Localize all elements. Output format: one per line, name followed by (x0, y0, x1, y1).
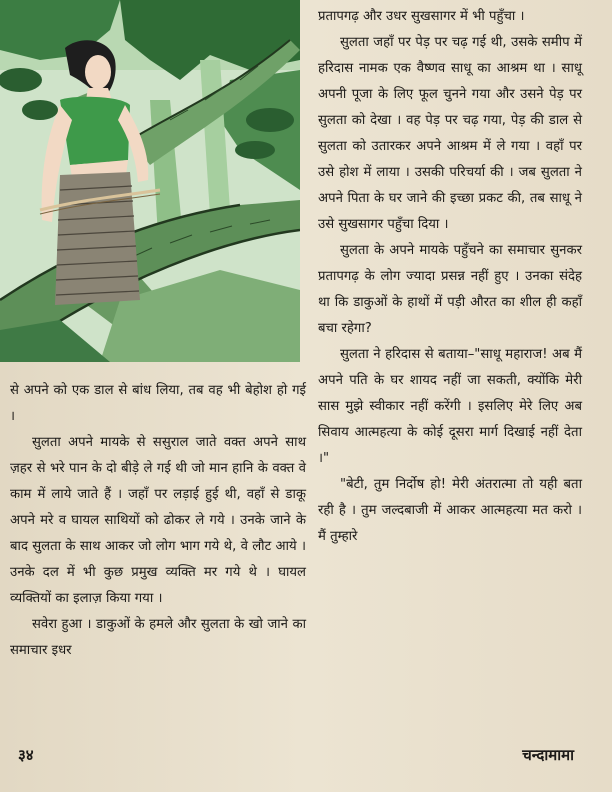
left-paragraph-3: सवेरा हुआ । डाकुओं के हमले और सुलता के खो जाने का समाचार इधर (10, 617, 306, 658)
right-paragraph-3: सुलता के अपने मायके पहुँचने का समाचार सुनकर प्रतापगढ़ के लोग ज्यादा प्रसन्न नहीं हुए । उनका संदेह था कि डाकुओं के हाथों में पड़ी औरत का शील ही कहाँ बचा रहेगा? (318, 243, 582, 336)
left-paragraph-1: से अपने को एक डाल से बांध लिया, तब वह भी बेहोश हो गई । (10, 383, 306, 424)
magazine-name: चन्दामामा (522, 746, 574, 764)
right-paragraph-5: "बेटी, तुम निर्दोष हो! मेरी अंतरात्मा तो यही बता रही है । तुम जल्दबाजी में आकर आत्महत्या मत करो । मैं तुम्हारे (318, 477, 582, 544)
left-paragraph-2: सुलता अपने मायके से ससुराल जाते वक्त अपने साथ ज़हर से भरे पान के दो बीड़े ले गई थी जो मान हानि के वक्त वे काम में लाये जाते हैं । जहाँ पर लड़ाई हुई थी, वहाँ से डाकू अपने मरे व घायल साथियों को ढोकर ले गये । उनके जाने के बाद सुलता के साथ आकर जो लोग भाग गये थे, वे लौट आये । उनके दल में भी कुछ प्रमुख व्यक्ति मर गये थे । घायल व्यक्तियों का इलाज़ किया गया । (10, 435, 306, 606)
right-paragraph-2: सुलता जहाँ पर पेड़ पर चढ़ गई थी, उसके समीप में हरिदास नामक एक वैष्णव साधू का आश्रम था । साधू अपनी पूजा के लिए फूल चुनने गया और उसने पेड़ पर सुलता को देखा । वह पेड़ पर चढ़ गया, पेड़ की डाल से सुलता को उतारकर अपने आश्रम में ले गया । वहाँ पर उसे होश में लाया । उसकी परिचर्या की । जब सुलता ने अपने पिता के घर जाने की इच्छा प्रकट की, तब साधू ने उसे सुखसागर पहुँचा दिया । (318, 35, 582, 232)
left-text-column (10, 378, 306, 664)
page-number: ३४ (18, 746, 34, 764)
right-paragraph-4: सुलता ने हरिदास से बताया–"साधू महाराज! अब मैं अपने पति के घर शायद नहीं जा सकती, क्योंकि मेरी सास मुझे स्वीकार नहीं करेंगी । इसलिए मेरे लिए अब सिवाय आत्महत्या के कोई दूसरा मार्ग दिखाई नहीं देता ।" (318, 347, 582, 466)
right-paragraph-1: प्रतापगढ़ और उधर सुखसागर में भी पहुँचा । (318, 9, 525, 24)
woman-tied-to-tree-illustration (0, 0, 300, 362)
right-text-column (318, 4, 582, 550)
